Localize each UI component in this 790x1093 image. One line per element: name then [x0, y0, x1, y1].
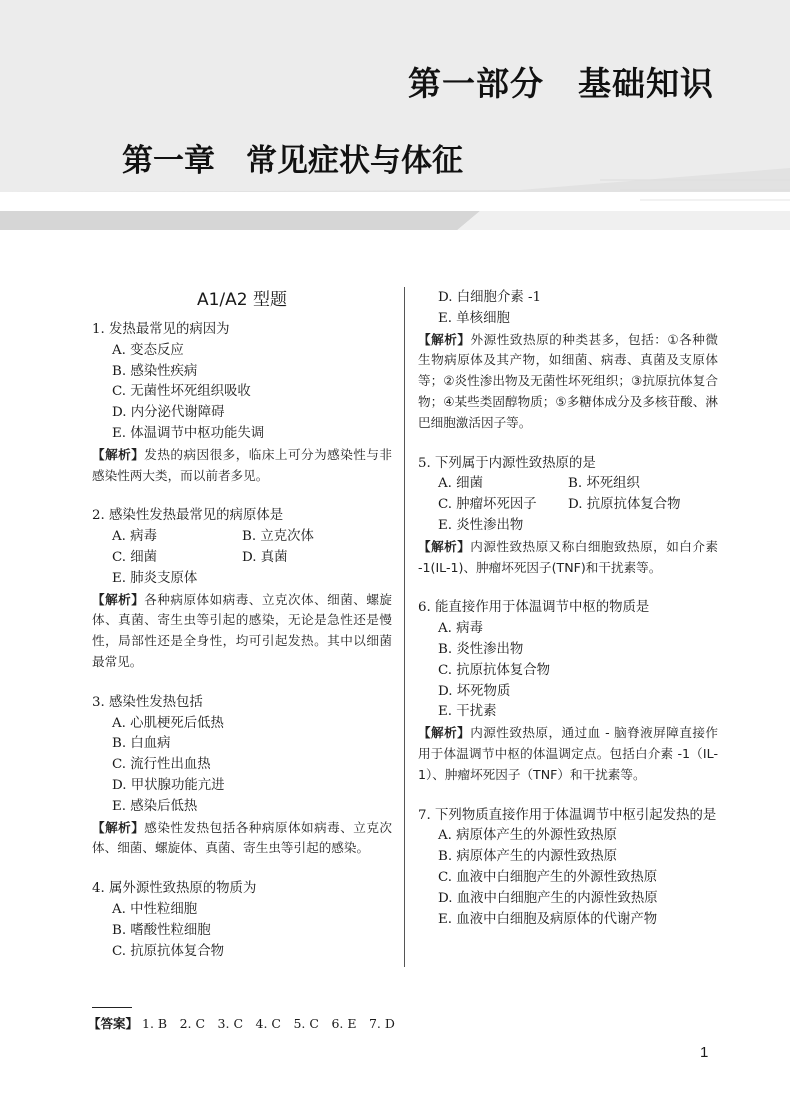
- question-4-continued: [418, 288, 718, 434]
- option: D. 血液中白细胞产生的内源性致热原: [438, 890, 658, 906]
- option: E. 血液中白细胞及病原体的代谢产物: [438, 911, 658, 927]
- option: B. 感染性疾病: [112, 363, 198, 379]
- chapter-header-banner: [0, 0, 790, 230]
- option: E. 感染后低热: [112, 798, 198, 814]
- analysis: [418, 330, 718, 434]
- option: D. 真菌: [242, 549, 288, 565]
- option: A. 病毒: [438, 621, 483, 637]
- option: A. 心肌梗死后低热: [112, 715, 224, 731]
- question-6: [418, 598, 718, 785]
- analysis-text: 外源性致热原的种类甚多，包括：①各种微生物病原体及其产物，如细菌、病毒、真菌及支原体等；②炎性渗出物及无菌性坏死组织；③抗原抗体复合物；④某些类固醇物质；⑤多糖体成分及多核苷酸、淋巴细胞激活因子等。: [418, 331, 719, 430]
- option: D. 坏死物质: [438, 683, 511, 699]
- option: D. 甲状腺功能亢进: [112, 777, 225, 793]
- analysis: [92, 818, 392, 860]
- option: C. 肿瘤坏死因子: [438, 497, 537, 513]
- question-stem: 5. 下列属于内源性致热原的是: [418, 455, 596, 471]
- question-stem: 6. 能直接作用于体温调节中枢的物质是: [418, 600, 650, 616]
- section-title: A1/A2 型题: [196, 290, 288, 310]
- analysis: [92, 590, 392, 673]
- page-number: 1: [700, 1044, 709, 1061]
- option: A. 中性粒细胞: [112, 901, 198, 917]
- option: D. 抗原抗体复合物: [568, 497, 681, 513]
- option: B. 嗜酸性粒细胞: [112, 922, 211, 938]
- analysis-tag: 【解析】: [92, 446, 145, 462]
- option: B. 坏死组织: [568, 476, 640, 492]
- option: A. 变态反应: [112, 342, 184, 358]
- analysis-text: 内源性致热原又称白细胞致热原，如白介素 -1(IL-1)、肿瘤坏死因子(TNF)和干扰素等。: [418, 538, 719, 575]
- question-stem: 7. 下列物质直接作用于体温调节中枢引起发热的是: [418, 807, 717, 823]
- analysis-text: 感染性发热包括各种病原体如病毒、立克次体、细菌、螺旋体、真菌、寄生虫等引起的感染。: [92, 819, 393, 856]
- option: E. 肺炎支原体: [112, 570, 198, 586]
- option: C. 抗原抗体复合物: [112, 943, 225, 959]
- analysis-tag: 【解析】: [418, 538, 471, 554]
- analysis: [418, 723, 718, 785]
- option: A. 病毒: [112, 529, 157, 545]
- answer-key-text: 1. B 2. C 3. C 4. C 5. C 6. E 7. D: [142, 1016, 395, 1031]
- analysis-text: 内源性致热原，通过血 - 脑脊液屏障直接作用于体温调节中枢的体温调定点。包括白介素 -1（IL-1）、肿瘤坏死因子（TNF）和干扰素等。: [418, 725, 718, 782]
- analysis: [92, 445, 392, 487]
- option: C. 无菌性坏死组织吸收: [112, 384, 251, 400]
- question-5: [418, 454, 718, 579]
- option: C. 细菌: [112, 549, 158, 565]
- question-stem: 4. 属外源性致热原的物质为: [92, 881, 257, 897]
- option: E. 单核细胞: [438, 310, 510, 326]
- question-4: [92, 879, 392, 962]
- option: E. 体温调节中枢功能失调: [112, 425, 265, 441]
- analysis-tag: 【解析】: [92, 819, 145, 835]
- column-divider: [404, 287, 405, 967]
- option: B. 立克次体: [242, 529, 314, 545]
- question-stem: 1. 发热最常见的病因为: [92, 322, 230, 337]
- answer-key-tag: 【答案】: [88, 1016, 139, 1031]
- question-3: [92, 693, 392, 859]
- answer-key: [88, 1014, 395, 1032]
- header-background: [0, 0, 790, 230]
- analysis-tag: 【解析】: [92, 591, 145, 607]
- option: C. 抗原抗体复合物: [438, 662, 551, 678]
- part-title: 第一部分 基础知识: [408, 64, 714, 103]
- left-column: [92, 288, 392, 962]
- option: D. 内分泌代谢障碍: [112, 405, 225, 421]
- analysis-tag: 【解析】: [418, 725, 471, 741]
- question-stem: 2. 感染性发热最常见的病原体是: [92, 508, 284, 524]
- option: D. 白细胞介素 -1: [438, 290, 542, 305]
- option: B. 炎性渗出物: [438, 641, 524, 657]
- option: E. 干扰素: [438, 704, 497, 720]
- option: E. 炎性渗出物: [438, 517, 524, 533]
- question-stem: 3. 感染性发热包括: [92, 694, 203, 710]
- right-column: [418, 288, 718, 930]
- question-7: [418, 806, 718, 931]
- option: C. 血液中白细胞产生的外源性致热原: [438, 869, 658, 885]
- question-1: [92, 320, 392, 486]
- question-2: [92, 506, 392, 672]
- chapter-title: 第一章 常见症状与体征: [122, 143, 463, 179]
- option: C. 流行性出血热: [112, 757, 211, 773]
- option: A. 病原体产生的外源性致热原: [438, 828, 617, 844]
- analysis-text: 各种病原体如病毒、立克次体、细菌、螺旋体、真菌、寄生虫等引起的感染，无论是急性还是慢性，局部性还是全身性，均可引起发热。其中以细菌最常见。: [92, 591, 393, 669]
- footnote-rule: [92, 1007, 132, 1008]
- analysis-tag: 【解析】: [418, 331, 471, 347]
- option: B. 病原体产生的内源性致热原: [438, 849, 618, 865]
- option: A. 细菌: [438, 476, 483, 492]
- analysis: [418, 537, 718, 579]
- option: B. 白血病: [112, 736, 171, 752]
- analysis-text: 发热的病因很多，临床上可分为感染性与非感染性两大类，而以前者多见。: [92, 446, 393, 483]
